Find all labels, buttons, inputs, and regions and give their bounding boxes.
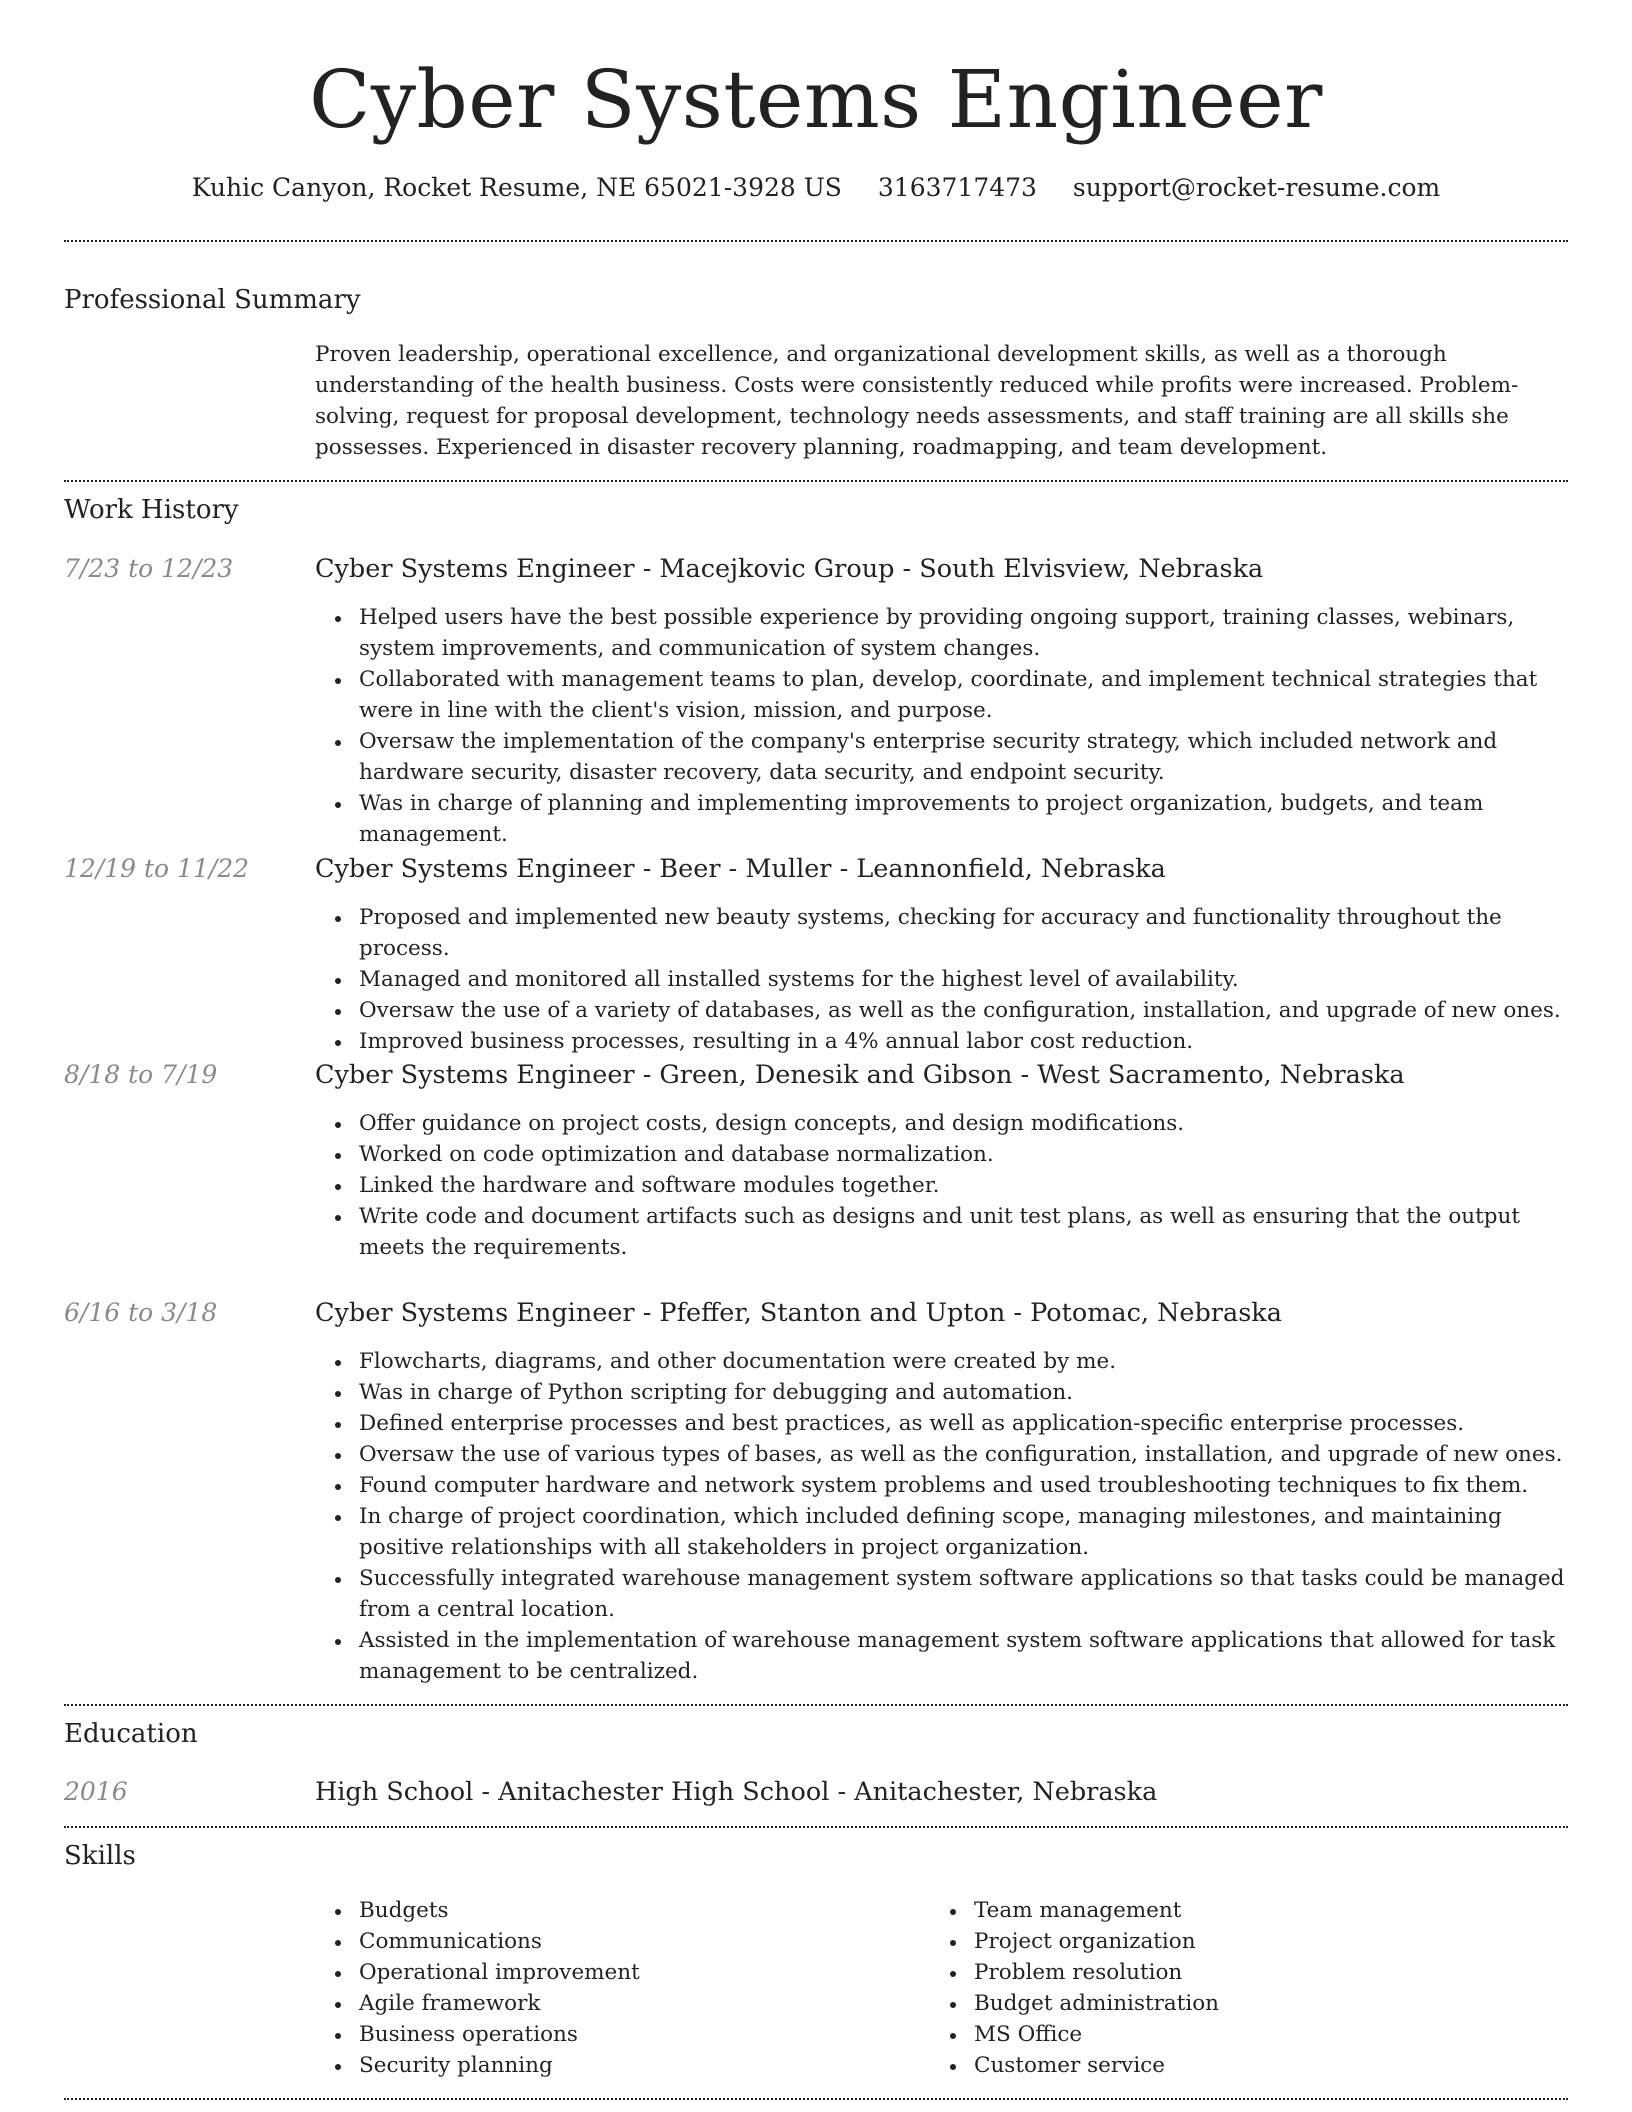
list-item: Budgets	[315, 1895, 915, 1926]
list-item: Communications	[315, 1926, 915, 1957]
job-date: 12/19 to 11/22	[64, 854, 250, 883]
job-title: Cyber Systems Engineer - Pfeffer, Stanton and Upton - Potomac, Nebraska	[315, 1298, 1282, 1328]
list-item: Offer guidance on project costs, design concepts, and design modifications.	[315, 1108, 1568, 1139]
list-item: Helped users have the best possible experience by providing ongoing support, training classes, webinars, system improvements, and communication of system changes.	[315, 602, 1568, 664]
list-item: MS Office	[930, 2019, 1530, 2050]
job-bullets	[315, 602, 1568, 850]
list-item: Oversaw the use of various types of bases, as well as the configuration, installation, and upgrade of new ones.	[315, 1439, 1568, 1470]
job-title: Cyber Systems Engineer - Macejkovic Group - South Elvisview, Nebraska	[315, 554, 1264, 584]
contact-email: support@rocket-resume.com	[1072, 173, 1441, 202]
list-item: Operational improvement	[315, 1957, 915, 1988]
job-date: 6/16 to 3/18	[64, 1298, 218, 1327]
list-item: Business operations	[315, 2019, 915, 2050]
list-item: Was in charge of Python scripting for debugging and automation.	[315, 1377, 1568, 1408]
list-item: Oversaw the implementation of the company's enterprise security strategy, which included network and hardware security, disaster recovery, data security, and endpoint security.	[315, 726, 1568, 788]
list-item: Managed and monitored all installed systems for the highest level of availability.	[315, 964, 1568, 995]
divider	[64, 2098, 1568, 2100]
skills-column-left	[315, 1895, 915, 2081]
list-item: Was in charge of planning and implementing improvements to project organization, budgets, and team management.	[315, 788, 1568, 850]
education-title: High School - Anitachester High School - Anitachester, Nebraska	[315, 1777, 1158, 1807]
list-item: Successfully integrated warehouse management system software applications so that tasks could be managed from a central location.	[315, 1563, 1568, 1625]
divider	[64, 240, 1568, 242]
divider	[64, 1704, 1568, 1706]
list-item: Assisted in the implementation of warehouse management system software applications that allowed for task management to be centralized.	[315, 1625, 1568, 1687]
candidate-name: Cyber Systems Engineer	[309, 53, 1323, 146]
divider	[64, 480, 1568, 482]
list-item: Oversaw the use of a variety of databases, as well as the configuration, installation, and upgrade of new ones.	[315, 995, 1568, 1026]
education-date: 2016	[64, 1777, 128, 1806]
job-bullets	[315, 1108, 1568, 1263]
list-item: Flowcharts, diagrams, and other documentation were created by me.	[315, 1346, 1568, 1377]
list-item: Found computer hardware and network system problems and used troubleshooting techniques to fix them.	[315, 1470, 1568, 1501]
list-item: Write code and document artifacts such as designs and unit test plans, as well as ensuring that the output meets the requirements.	[315, 1201, 1568, 1263]
list-item: Linked the hardware and software modules together.	[315, 1170, 1568, 1201]
list-item: Project organization	[930, 1926, 1530, 1957]
list-item: Improved business processes, resulting in a 4% annual labor cost reduction.	[315, 1026, 1568, 1057]
work-history-heading: Work History	[64, 495, 239, 525]
list-item: Problem resolution	[930, 1957, 1530, 1988]
job-date: 8/18 to 7/19	[64, 1060, 218, 1089]
list-item: Worked on code optimization and database normalization.	[315, 1139, 1568, 1170]
job-date: 7/23 to 12/23	[64, 554, 234, 583]
contact-phone: 3163717473	[877, 173, 1037, 202]
job-bullets	[315, 902, 1568, 1057]
job-title: Cyber Systems Engineer - Beer - Muller - Leannonfield, Nebraska	[315, 854, 1166, 884]
summary-text: Proven leadership, operational excellence, and organizational development skills, as well as a thorough understanding of the health business. Costs were consistently reduced while profits were increased. Problem-solving, request for proposal development, technology needs assessments, and staff training are all skills she possesses. Experienced in disaster recovery planning, roadmapping, and team development.	[315, 342, 1519, 460]
list-item: Budget administration	[930, 1988, 1530, 2019]
education-heading: Education	[64, 1719, 198, 1749]
divider	[64, 1826, 1568, 1828]
list-item: Proposed and implemented new beauty systems, checking for accuracy and functionality throughout the process.	[315, 902, 1568, 964]
list-item: Collaborated with management teams to plan, develop, coordinate, and implement technical strategies that were in line with the client's vision, mission, and purpose.	[315, 664, 1568, 726]
job-title: Cyber Systems Engineer - Green, Denesik and Gibson - West Sacramento, Nebraska	[315, 1060, 1405, 1090]
list-item: Defined enterprise processes and best practices, as well as application-specific enterprise processes.	[315, 1408, 1568, 1439]
list-item: Security planning	[315, 2050, 915, 2081]
contact-address: Kuhic Canyon, Rocket Resume, NE 65021-3928 US	[191, 173, 842, 202]
contact-line	[64, 170, 1568, 206]
skills-heading: Skills	[64, 1841, 136, 1871]
skills-column-right	[930, 1895, 1530, 2081]
list-item: Team management	[930, 1895, 1530, 1926]
list-item: Agile framework	[315, 1988, 915, 2019]
list-item: Customer service	[930, 2050, 1530, 2081]
job-bullets	[315, 1346, 1568, 1687]
summary-heading: Professional Summary	[64, 285, 361, 315]
list-item: In charge of project coordination, which included defining scope, managing milestones, and maintaining positive relationships with all stakeholders in project organization.	[315, 1501, 1568, 1563]
